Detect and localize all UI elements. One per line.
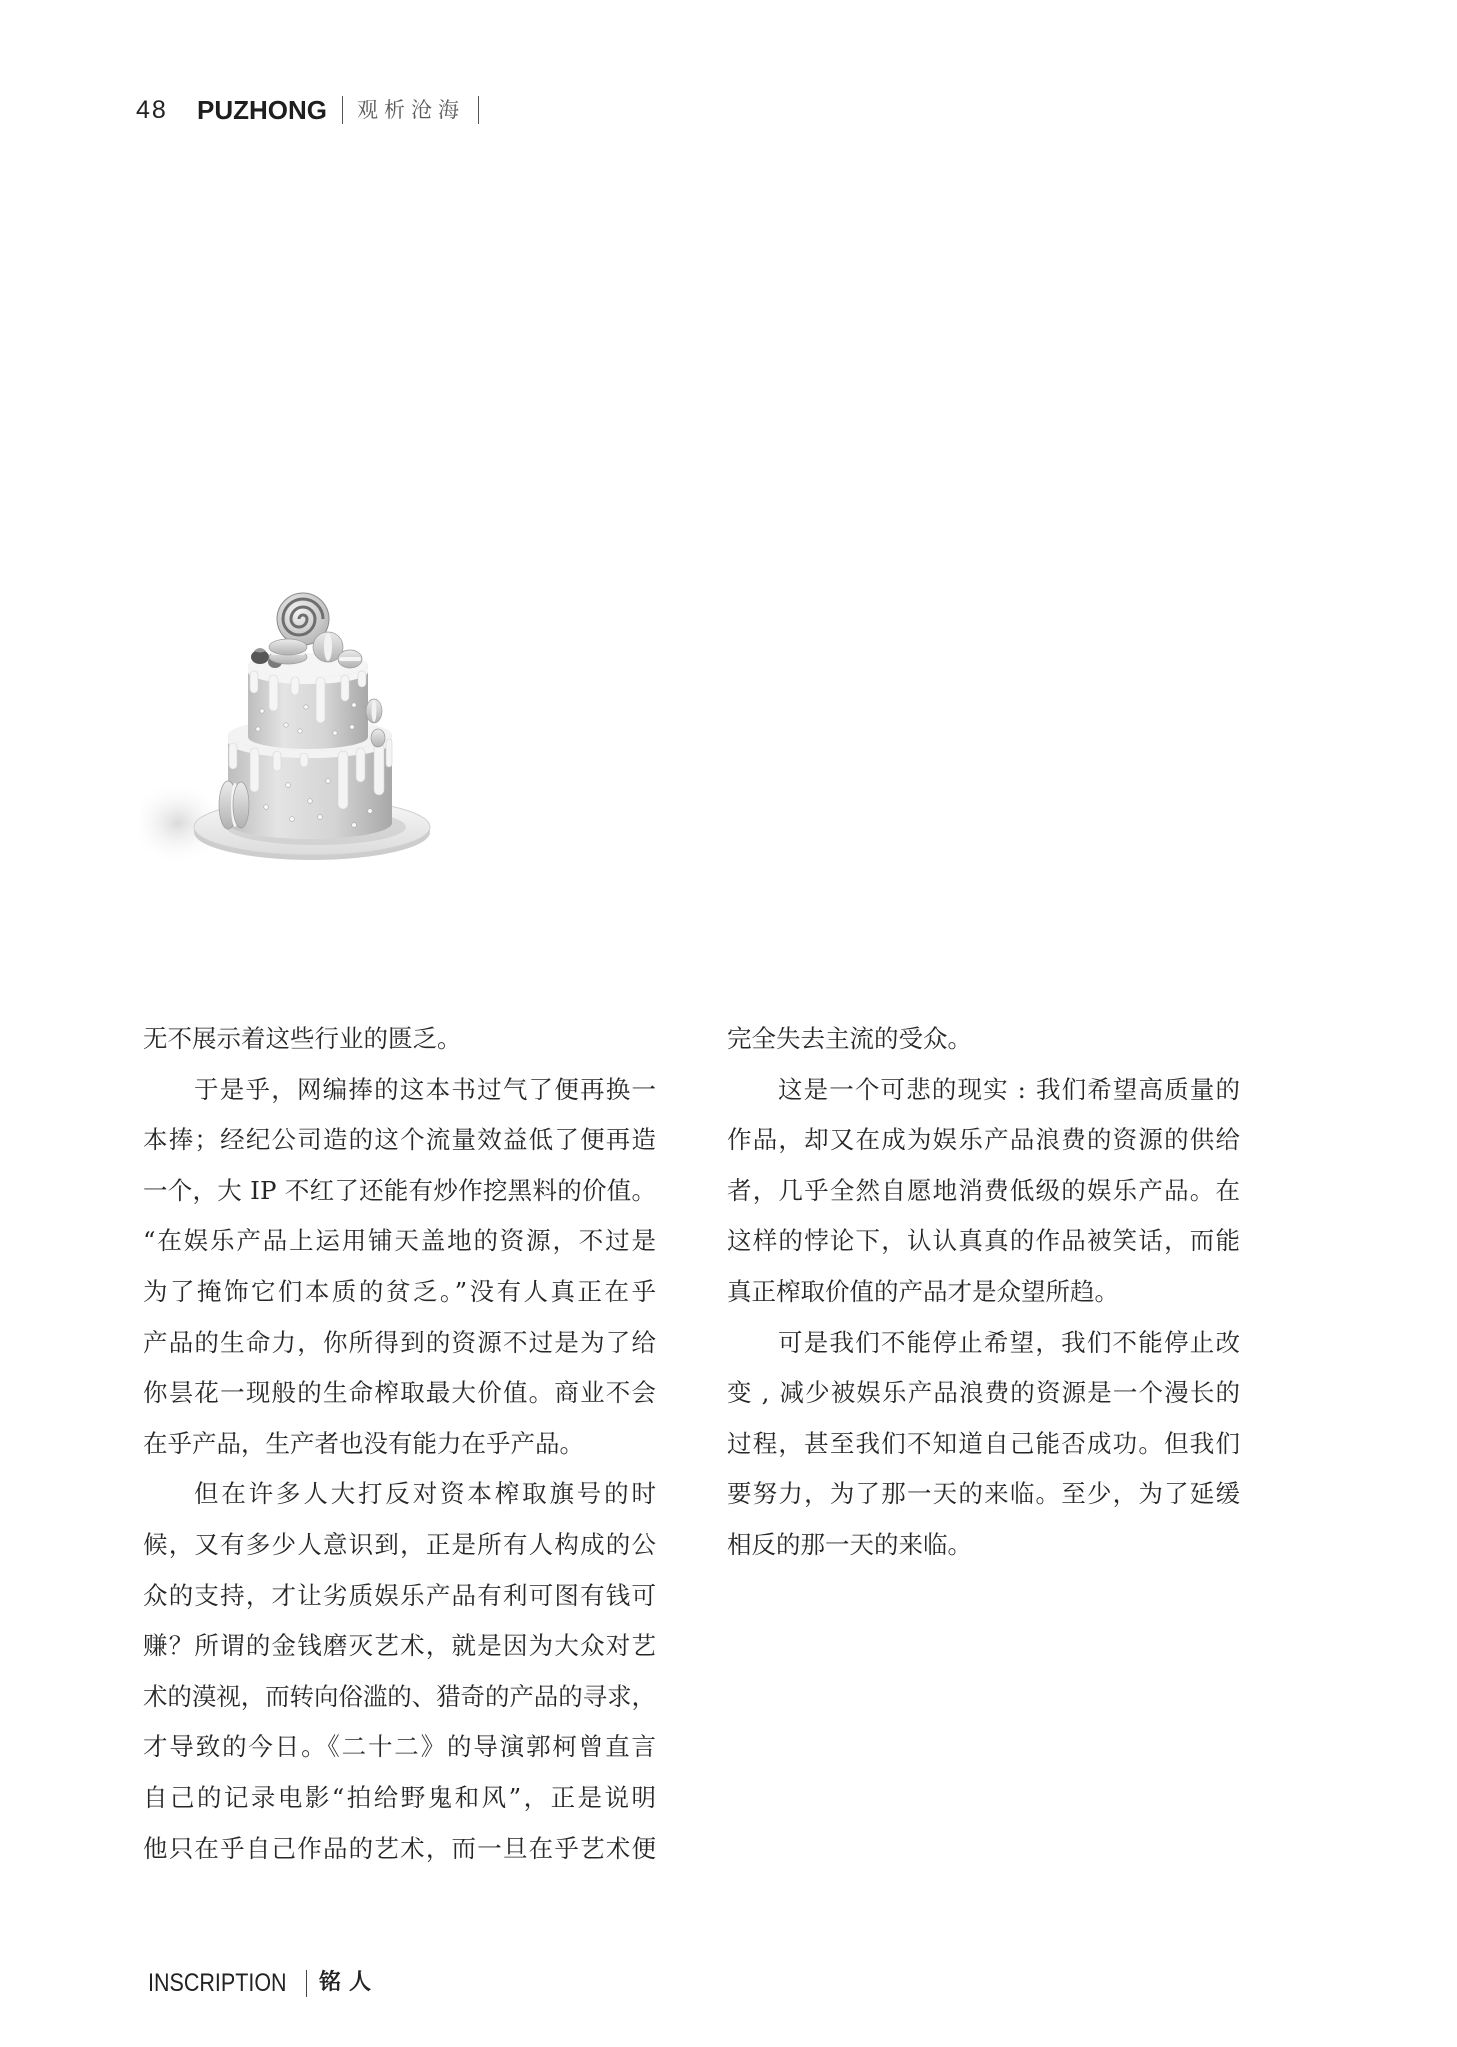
body-text-line: 为了掩饰它们本质的贫乏。”没有人真正在乎 [143, 1276, 659, 1306]
paragraph [727, 1318, 1240, 1571]
body-text-line: 可是我们不能停止希望，我们不能停止改 [778, 1327, 1242, 1357]
cake-photo [140, 585, 440, 870]
body-text-line: 但在许多人大打反对资本榨取旗号的时 [194, 1479, 659, 1509]
body-text-line: 过程，甚至我们不知道自己能否成功。但我们 [727, 1428, 1242, 1458]
paragraph [143, 1014, 656, 1065]
body-text-line: 这是一个可悲的现实 : 我们希望高质量的 [778, 1074, 1242, 1104]
body-text-line: 他只在乎自己作品的艺术，而一旦在乎艺术便 [143, 1833, 658, 1863]
body-text-line: 一个，大 IP 不红了还能有炒作挖黑料的价值。 [143, 1175, 657, 1205]
body-text-line: 要努力，为了那一天的来临。至少，为了延缓 [727, 1479, 1242, 1509]
body-text-line: 自己的记录电影“拍给野鬼和风”，正是说明 [143, 1782, 659, 1812]
separator-bar [306, 1970, 307, 1997]
body-text-line: 术的漠视，而转向俗滥的、猎奇的产品的寻求， [143, 1681, 656, 1711]
body-text-line: 相反的那一天的来临。 [727, 1529, 972, 1559]
body-text-line: 这样的悖论下，认认真真的作品被笑话，而能 [727, 1226, 1242, 1256]
body-text-line: 才导致的今日。《二十二》的导演郭柯曾直言 [143, 1732, 658, 1762]
section-title: 观析沧海 [357, 98, 465, 122]
separator-bar [478, 96, 479, 124]
body-text-line: 产品的生命力，你所得到的资源不过是为了给 [143, 1327, 658, 1357]
body-text-line: 者，几乎全然自愿地消费低级的娱乐产品。在 [727, 1175, 1242, 1205]
body-text-line: 赚？所谓的金钱磨灭艺术，就是因为大众对艺 [143, 1631, 658, 1661]
body-text-line: 候，又有多少人意识到，正是所有人构成的公 [143, 1529, 658, 1559]
paragraph [143, 1469, 659, 1874]
text-column-right [727, 1014, 1240, 1571]
body-text-line: 变 , 减少被娱乐产品浪费的资源是一个漫长的 [727, 1378, 1242, 1408]
body-text-line: 在乎产品，生产者也没有能力在乎产品。 [143, 1428, 584, 1458]
paragraph [143, 1065, 659, 1470]
body-text-line: “在娱乐产品上运用铺天盖地的资源，不过是 [143, 1226, 658, 1256]
body-text-line: 作品，却又在成为娱乐产品浪费的资源的供给 [727, 1125, 1242, 1155]
body-text-line: 你昙花一现般的生命榨取最大价值。商业不会 [143, 1378, 658, 1408]
body-text-line: 真正榨取价值的产品才是众望所趋。 [727, 1276, 1119, 1306]
body-text-line: 众的支持，才让劣质娱乐产品有利可图有钱可 [143, 1580, 658, 1610]
footer-section-name: 铭人 [319, 1970, 380, 1995]
paragraph [727, 1065, 1240, 1318]
footer-magazine-name: INSCRIPTION [148, 1969, 287, 1997]
body-text-line: 无不展示着这些行业的匮乏。 [143, 1024, 462, 1053]
body-text-line: 本捧；经纪公司造的这个流量效益低了便再造 [143, 1125, 658, 1155]
separator-bar [342, 96, 343, 124]
body-text-line: 于是乎，网编捧的这本书过气了便再换一 [194, 1074, 658, 1104]
page-number: 48 [136, 96, 168, 124]
text-column-left [143, 1014, 659, 1874]
magazine-brand: PUZHONG [197, 95, 327, 125]
body-text-line: 完全失去主流的受众。 [727, 1024, 972, 1053]
paragraph [727, 1014, 1240, 1065]
